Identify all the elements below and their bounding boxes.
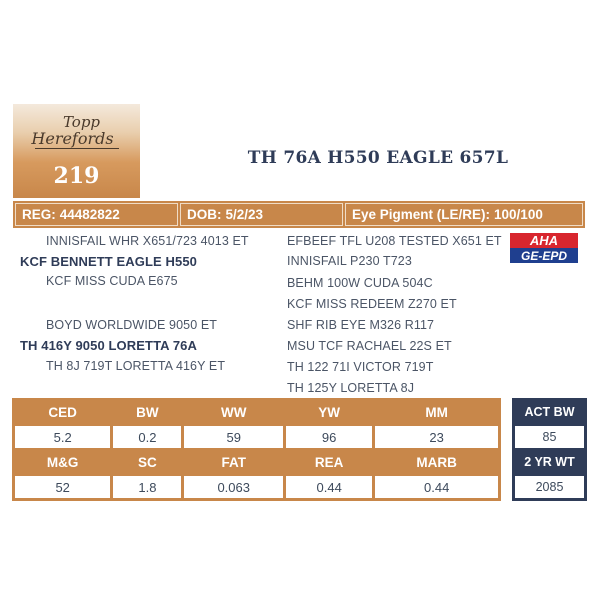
epd-value-rea: 0.44 [286,476,372,498]
pedigree-right-2: INNISFAIL P230 T723 [287,254,412,268]
epd-header-yw: YW [286,401,372,423]
registration-value: 44482822 [59,207,120,222]
pedigree-sire-dam: KCF MISS CUDA E675 [46,274,178,288]
pedigree-dam-dam: TH 8J 719T LORETTA 416Y ET [46,359,226,373]
epd-value-mm: 23 [375,426,498,448]
dob-value: 5/2/23 [225,207,264,222]
epd-header-marb: MARB [375,451,498,473]
epd-value-mg: 52 [15,476,110,498]
registration-cell [15,203,178,226]
epd-header-rea: REA [286,451,372,473]
epd-header-fat: FAT [184,451,283,473]
pedigree-right-6: MSU TCF RACHAEL 22S ET [287,339,452,353]
logo-line-1: Topp [62,113,101,131]
info-bar [13,201,585,228]
pedigree-right-4: KCF MISS REDEEM Z270 ET [287,297,457,311]
pedigree-right-8: TH 125Y LORETTA 8J [287,381,415,395]
pedigree-right-1: EFBEEF TFL U208 TESTED X651 ET [287,234,502,248]
actual-weights-table [512,398,587,501]
epd-header-mg: M&G [15,451,110,473]
registration-label: REG: [22,207,56,222]
epd-value-yw: 96 [286,426,372,448]
yr-wt-label: 2 YR WT [515,451,584,473]
epd-header-bw: BW [113,401,181,423]
logo-underline [35,148,119,149]
epd-header-mm: MM [375,401,498,423]
epd-value-row-1 [15,426,498,448]
lot-number: 219 [53,163,100,189]
act-bw-label: ACT BW [515,401,584,423]
epd-value-sc: 1.8 [113,476,181,498]
epd-value-row-2 [15,476,498,498]
act-bw-value: 85 [515,426,584,448]
eye-pigment-label: Eye Pigment (LE/RE): [352,207,491,222]
epd-header-sc: SC [113,451,181,473]
pedigree-dam-sire: BOYD WORLDWIDE 9050 ET [46,318,217,332]
epd-value-bw: 0.2 [113,426,181,448]
ranch-logo-block [13,104,140,198]
logo-line-2: Herefords [31,129,114,148]
dob-label: DOB: [187,207,222,222]
pedigree-right-3: BEHM 100W CUDA 504C [287,276,433,290]
pedigree-sire-sire: INNISFAIL WHR X651/723 4013 ET [46,234,249,248]
pedigree-sire: KCF BENNETT EAGLE H550 [20,254,198,269]
epd-header-ww: WW [184,401,283,423]
pedigree-dam: TH 416Y 9050 LORETTA 76A [20,338,198,353]
ranch-logo [13,114,140,148]
epd-value-ww: 59 [184,426,283,448]
yr-wt-value: 2085 [515,476,584,498]
epd-value-marb: 0.44 [375,476,498,498]
pedigree-right-5: SHF RIB EYE M326 R117 [287,318,435,332]
pedigree-right-7: TH 122 71I VICTOR 719T [287,360,434,374]
badge-line-1: AHA [529,233,559,248]
epd-header-row-2 [15,451,498,473]
badge-line-2: GE-EPD [520,249,568,263]
epd-value-ced: 5.2 [15,426,110,448]
aha-ge-epd-badge [508,232,580,264]
eye-pigment-value: 100/100 [494,207,543,222]
animal-name: TH 76A H550 EAGLE 657L [247,148,509,168]
epd-header-ced: CED [15,401,110,423]
epd-header-row-1 [15,401,498,423]
epd-table [12,398,501,501]
epd-value-fat: 0.063 [184,476,283,498]
dob-cell [180,203,343,226]
eye-pigment-cell [345,203,583,226]
